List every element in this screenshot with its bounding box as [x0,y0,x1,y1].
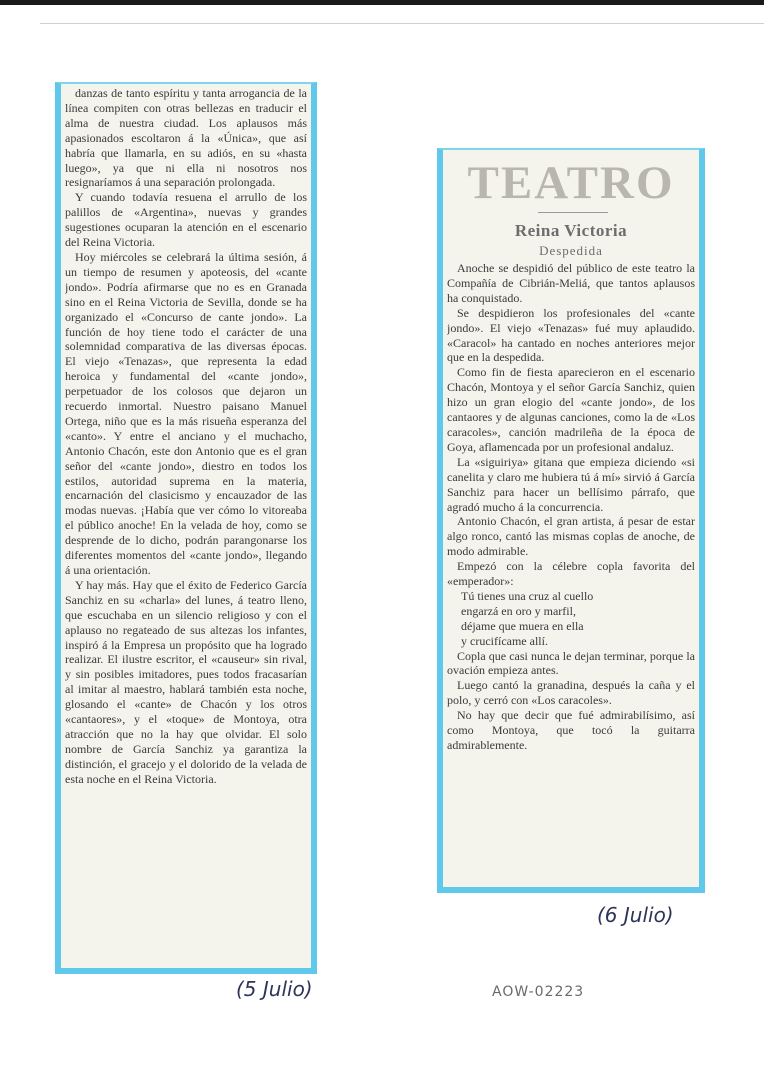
scan-edge-line [40,23,764,24]
scan-top-border [0,0,764,5]
left-newspaper-clipping [55,82,317,974]
right-paragraph-2: Se despidieron los profesionales del «cante jondo». El viejo «Tenazas» fué muy aplaudido. «Caracol» ha cantado en noches anteriores mejor que en la despedida. [447,305,695,365]
teatro-masthead: TEATRO [467,157,675,209]
left-paragraph-3: Hoy miércoles se celebrará la última sesión, á un tiempo de resumen y apoteosis, del «cante jondo». Podría afirmarse que no es en Granada sino en el Reina Victoria de Sevilla, donde se ha organizado el «Concurso de cante jondo». La función de hoy tiene todo el carácter de una solemnidad comparativa de las diversas épocas. El viejo «Tenazas», que representa la edad heroica y fundamental del «cante jondo», perpetuador de los colosos que dejaron un recuerdo inmortal. Nuestro paisano Manuel Ortega, niño que es la más risueña esperanza del «canto». Y entre el anciano y el muchacho, Antonio Chacón, este don Antonio que es el gran señor del «cante jondo», diestro en todos los estilos, autoridad suprema en la materia, encarnación del clasicismo y encauzador de las modas nuevas. ¡Había que ver cómo lo vitoreaba el público anoche! En la velada de hoy, como se desprende de lo dicho, podrán parangonarse los diferentes momentos del «cante jondo», llegando á una orientación. [65,249,307,577]
right-paragraph-1: Anoche se despidió del público de este teatro la Compañía de Cibrián-Meliá, que tantos aplausos ha conquistado. [447,261,695,305]
right-newspaper-clipping [437,148,705,893]
handwritten-date-left: (5 Julio) [236,977,313,1001]
catalog-number: AOW-02223 [492,984,585,1000]
right-paragraph-9: No hay que decir que fué admirabilísimo, así como Montoya, que tocó la guitarra admirablemente. [447,708,695,752]
verse-line-1: Tú tienes una cruz al cuello [461,588,594,603]
right-paragraph-4: La «siguiriya» gitana que empieza diciendo «si canelita y claro me hubiera tú á mí» sirvió á García Sanchiz para hacer un bellísimo párrafo, que agradó mucho á la concurrencia. [447,454,695,514]
subheadline: Despedida [539,243,603,258]
headline: Reina Victoria [514,221,628,240]
right-paragraph-8: Luego cantó la granadina, después la caña y el polo, y cerró con «Los caracoles». [447,678,695,708]
left-paragraph-1: danzas de tanto espíritu y tanta arrogancia de la línea compiten con otras bellezas en traducir el alma de nuestra ciudad. Los aplausos más apasionados escoltaron á la «Única», que así habría que llamarla, en su adiós, en su «hasta luego», ya que ni ella ni nosotros nos resignaríamos á una separación prolongada. [65,86,307,190]
left-paragraph-2: Y cuando todavía resuena el arrullo de los palillos de «Argentina», nuevas y grandes sugestiones ocuparan la atención en el escenario del Reina Victoria. [65,190,307,250]
right-paragraph-6: Empezó con la célebre copla favorita del «emperador»: [447,559,695,589]
right-article-text [447,261,695,885]
handwritten-date-right: (6 Julio) [597,903,674,927]
verse-line-4: y crucifícame allí. [461,633,548,648]
masthead-rule [538,212,608,213]
verse-line-3: déjame que muera en ella [461,618,584,633]
left-paragraph-4: Y hay más. Hay que el éxito de Federico García Sanchiz en su «charla» del lunes, á teatro lleno, que escuchaba en un silencio religioso y con el aplauso no regateado de sus altezas los infantes, inspiró á la Empresa un propósito que ha logrado realizar. El ilustre escritor, el «causeur» sin rival, y sin posibles imitadores, pues todos fracasarían al imitar al maestro, hablará también esta noche, glosando el «cante» de Chacón y los otros «cantaores», y el «toque» de Montoya, otra atracción que no la hay que olvidar. El solo nombre de García Sanchiz ya garantiza la distinción, el gracejo y el dolorido de la velada de esta noche en el Reina Victoria. [65,577,307,786]
right-paragraph-3: Como fin de fiesta aparecieron en el escenario Chacón, Montoya y el señor García Sanchiz, quien hizo un gran elogio del «cante jondo», de los cantaores y de algunas canciones, como la de «Los caracoles», canción madrileña de la época de Goya, aflamencada por un profesional andaluz. [447,365,695,454]
right-paragraph-5: Antonio Chacón, el gran artista, á pesar de estar algo ronco, cantó las mismas coplas de anoche, de modo admirable. [447,514,695,559]
left-article-text [65,86,307,966]
verse-line-2: engarzá en oro y marfil, [461,603,576,618]
right-paragraph-7: Copla que casi nunca le dejan terminar, porque la ovación empieza antes. [447,648,695,678]
